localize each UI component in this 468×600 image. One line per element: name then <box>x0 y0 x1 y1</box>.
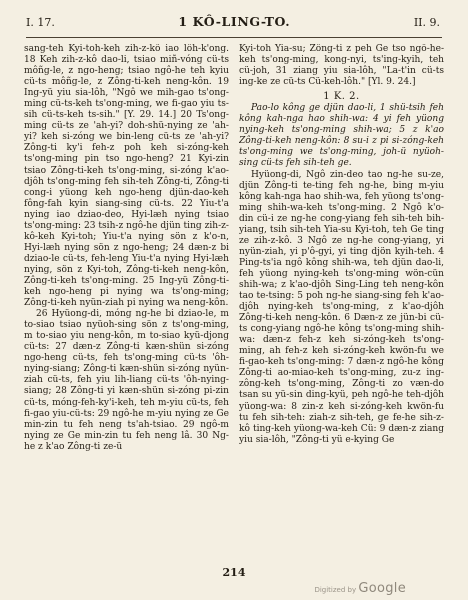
right-paragraph-top: Kyi-toh Yia-su; Zông-ti z peh Ge tso ngô-he-keh ts'ong-ming, kong-nyi, ts'ing-kyih, teh cü-joh, 31 ziang yiu sia-lôh, "La-t'in cü-ts ing-ke ze cü-ts Cü-keh-lôh." [Yl. 9. 24.] <box>239 44 444 88</box>
google-logo: Google <box>358 581 406 596</box>
running-header <box>26 14 440 34</box>
chapter-heading: 1 K. 2. <box>323 91 360 103</box>
text-columns <box>24 44 444 561</box>
right-paragraph-main: Hyüong-di, Ngô zin-deo tao ng-he su-ze, djün Zông-ti te-ting feh ng-he, bing m-yiu kông kah-nga hao shih-wa, feh yüong ts'ong-ming shih-wa-keh ts'ong-ming. 2 Ngô k'o-din cü-i ze ng-he cong-yiang feh sih-teh bih-yiang, tsih sih-teh Yia-su Kyi-toh, teh Ge ting ze zih-z-kô. 3 Ngô ze ng-he cong-yiang, yi nyün-ziah, yi p'ô-gyi, yi ting djön kyih-teh. 4 Ping-ts'ia ngô kông shih-wa, teh djün dao-li, feh yüong nying-keh ts'ong-ming wön-cün shih-wa; z k'ao-djôh Sing-Ling teh neng-kôn tao te-tsing: 5 poh ng-he siang-sing feh k'ao-djôh nying-keh ts'ong-ming, z k'ao-djôh Zông-ti-keh neng-kôn. 6 Dæn-z ze jün-bi cü-ts cong-yiang ngô-he kông ts'ong-ming shih-wa: dæn-z feh-z keh si-zóng-keh ts'ong-ming, ah feh-z keh si-zóng-keh kwön-fu we fi-gao-keh ts'ong-ming: 7 dæn-z ngô-he kông Zông-ti ao-miao-keh ts'ong-ming, zu-z ing-zông-keh ts'ong-ming, Zông-ti zo væn-do tsan su yü-sin ding-kyü, peh ngô-he teh-djôh yüong-wa: 8 zin-z keh si-zóng-keh kwön-fu tu feh sih-teh: ziah-z sih-teh, ge fe-he sih-z-kô ting-keh yüong-wa-keh Cü: 9 dæn-z ziang yiu sia-lôh, "Zông-ti yü e-kying Ge <box>239 169 444 445</box>
header-left-reference: I. 17. <box>26 16 55 29</box>
chapter-summary: Pao-lo kông ge djün dao-li, 1 shü-tsih feh kông kah-nga hao shih-wa: 4 yi feh yüong nying-keh ts'ong-ming shih-wa; 5 z k'ao Zông-ti-keh neng-kôn: 8 su-i z pi si-zóng-keh ts'ong-ming we ts'ong-ming, joh-ü nyüoh-sing cü-ts feh sih-teh ge. <box>239 103 444 169</box>
digitized-watermark <box>314 581 406 596</box>
header-book-title: 1 KÔ-LING-TO. <box>178 14 291 29</box>
left-column <box>24 44 229 561</box>
left-paragraph-1: sang-teh Kyi-toh-keh zih-z-kô iao lôh-k'ong. 18 Keh zih-z-kô dao-li, tsiao miñ-vóng cü-ts môñg-le, z ngo-heng; tsiao ngô-he teh kyiu cü-ts môñg-le, z Zông-ti-keh neng-kôn. 19 Ing-yü yiu sia-lôh, "Ngô we mih-gao ts'ong-ming cü-ts-keh ts'ong-ming, we fi-gao yiu ts-sih cü-ts-keh ts-sih." [Y. 29. 14.] 20 Ts'ong-ming cü-ts ze 'ah-yi? doh-shü-nying ze 'ah-yi? keh si-zóng we bin-leng cü-ts ze 'ah-yi? Zông-ti ky'i feh-z poh keh si-zóng-keh ts'ong-ming pin tso ngo-heng? 21 Kyi-zin tsiao Zông-ti-keh ts'ong-ming, si-zóng k'ao-djôh ts'ong-ming feh sih-teh Zông-ti, Zông-ti cong-i yüong keh ngo-heng djün-dao-keh fông-fah kyin siang-sing cü-ts. 22 Yiu-t'a nying iao dziao-deo, Hyi-læh nying tsiao ts'ong-ming: 23 tsih-z ngô-he djün ting zih-z-kô-keh Kyi-toh; Yiu-t'a nying sön z k'o-n, Hyi-læh nying sön z ngo-heng; 24 dæn-z bi dziao-le cü-ts, feh-leng Yiu-t'a nying Hyi-læh nying, sön z Kyi-toh, Zông-ti-keh neng-kôn, Zông-ti-keh ts'ong-ming. 25 Ing-yü Zông-ti-keh ngo-heng pi nying wa ts'ong-ming; Zông-ti-keh nyün-ziah pi nying wa neng-kôn. <box>24 44 229 309</box>
right-column <box>239 44 444 561</box>
watermark-prefix: Digitized by <box>314 586 357 594</box>
header-right-reference: II. 9. <box>413 16 440 29</box>
header-rule <box>26 37 442 38</box>
left-paragraph-2: 26 Hyüong-di, móng ng-he bi dziao-le, m to-siao tsiao nyüoh-sing sön z ts'ong-ming, m to-siao yiu neng-kôn, m to-siao kyü-djong cü-ts: 27 dæn-z Zông-ti kæn-shün si-zóng ngo-heng cü-ts, feh ts'ong-ming cü-ts 'ôh-nying-siang; Zông-ti kæn-shün si-zóng nyün-ziah cü-ts, feh yiu lih-liang cü-ts 'ôh-nying-siang; 28 Zông-ti yi kæn-shün si-zóng pi-zin cü-ts, móng-feh-ky'i-keh, teh m-yiu cü-ts, feh fi-gao yiu-cü-ts: 29 ngô-he m-yiu nying ze Ge min-zin tu feh neng ts'ah-tsiao. 29 ngô-m nying ze Ge min-zin tu feh neng lâ. 30 Ng-he z k'ao Zông-ti ze-ü <box>24 309 229 452</box>
page-number: 214 <box>222 566 246 579</box>
